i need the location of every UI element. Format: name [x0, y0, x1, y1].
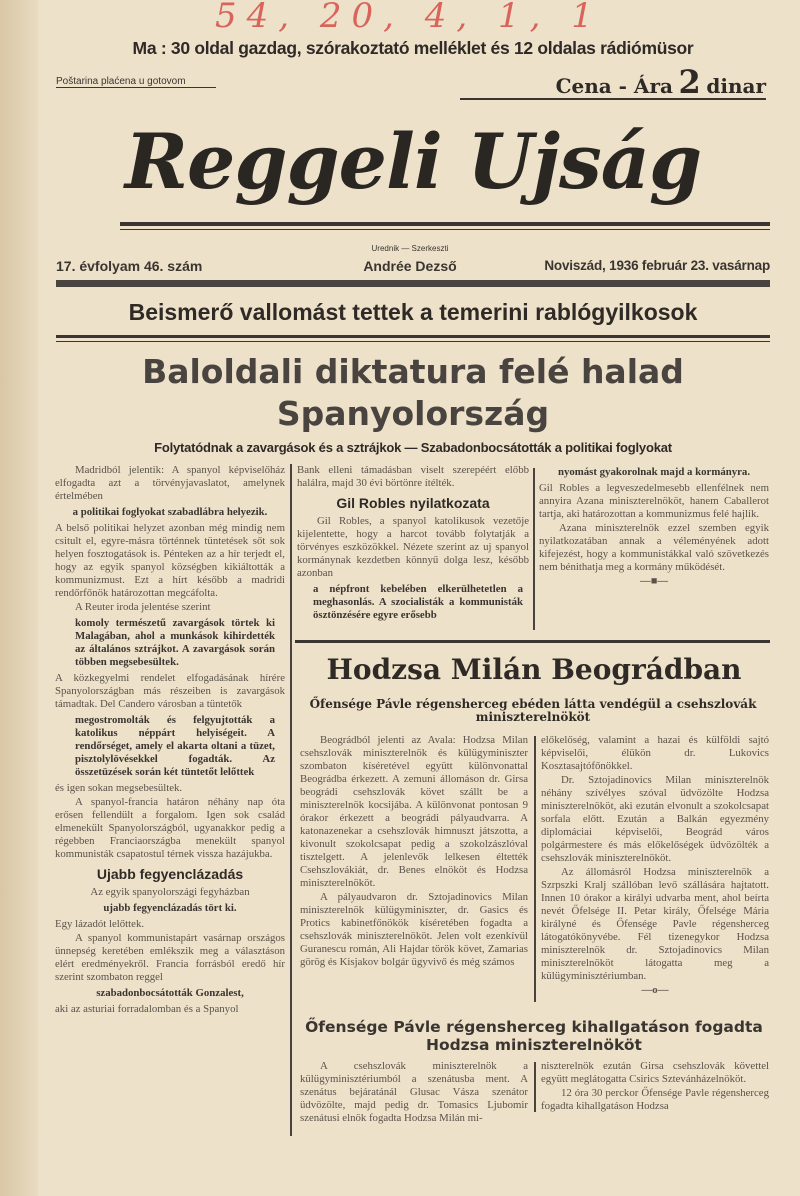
bold-paragraph: nyomást gyakorolnak majd a kormányra. [557, 466, 751, 478]
spain-title: Baloldali diktatura felé halad [142, 352, 684, 391]
paragraph: előkelőség, valamint a hazai és külföldi sajtó képviselői, élükön dr. Lukovics Kosztasajtófőnökkel. [541, 734, 769, 772]
subheading: Ujabb fegyenclázadás [96, 866, 244, 882]
paragraph: Gil Robles, a spanyol katolikusok vezetője kijelentette, hogy a harcot tovább folytatják a törvényes eszközökkel. Nézete szerint az uj spanyol kormánynak kezdetben könnyű dolga lesz, később azonban [297, 515, 529, 579]
paragraph: Gil Robles a legveszedelmesebb ellenfélnek nem annyira Azana miniszterelnököt, hanem Caballerot tartja, aki határozottan a kommunizmus felé hajlik. [539, 482, 769, 520]
audience-column-b [541, 1060, 769, 1114]
price-currency: dinar [706, 74, 766, 98]
end-mark: —o— [641, 984, 669, 996]
paragraph: A belső politikai helyzet azonban még mindig nem csitult el, egyre-másra történnek tüntetések sőt sok helyen fosztogatások is. Pénteken az a hír terjedt el, hogy az egyik spanyol községben kikiáltották a kommunizmust. Ezt a hírt később a madridi rendőrfőnök határozottan megcáfolta. [55, 522, 285, 599]
hodzsa-column-a [300, 734, 528, 970]
paragraph: niszterelnök ezután Girsa csehszlovák követtel együtt meglátogatta Csirics Sztevánházelnököt. [541, 1060, 769, 1085]
paragraph: A Reuter iroda jelentése szerint [75, 601, 211, 613]
spain-subtitle: Folytatódnak a zavargások és a sztrájkok — Szabadonbocsátották a politikai foglyokat [154, 440, 672, 455]
end-mark: —■— [639, 575, 669, 587]
subheading: Gil Robles nyilatkozata [336, 495, 490, 511]
top-banner: Ma : 30 oldal gazdag, szórakoztató melléklet és 12 oldalas rádiómüsor [132, 38, 694, 58]
column-divider [534, 736, 536, 1002]
handwritten-mark: 54, 20, 4, 1, 1 [215, 0, 603, 36]
bold-paragraph: komoly természetű zavargások törtek ki Malagában, ahol a munkások kihirdették az általános sztrájkot. A zavargások során többen megsebesültek. [75, 617, 275, 668]
column-divider [534, 1062, 536, 1112]
hodzsa-column-b [541, 734, 769, 998]
bold-paragraph: a népfront kebelében elkerülhetetlen a meghasonlás. A szocialisták a kommunisták ösztönzésére egyre erősebb [313, 583, 523, 621]
paragraph: A spanyol kommunistapárt vasárnap országos ünnepség keretében emlékszik meg a választáson elért eredményekről. Francia forrásból eredő hír szerint szombaton reggel [55, 932, 285, 983]
column-divider [533, 468, 535, 630]
paragraph: A pályaudvaron dr. Sztojadinovics Milan miniszterelnök külügyminiszter, dr. Gasics és Protics kabinetfőnökök kíséretében fogadta a csehszlovák miniszterelnököt. Jelen volt ezenkívül Guranescu román, Ali Hajdar török követ, Zamarias görög és Kisjakov bolgár ügyvivő és még számos [300, 891, 528, 968]
page-edge [0, 0, 38, 1196]
masthead-title: Reggeli Ujság [124, 117, 702, 206]
paragraph: Azana miniszterelnök ezzel szemben egyik nyilatkozatában annak a véleményének adott kifejezést, hogy a kommunistákkal való szövetkezés nem bénithatja meg a kormány működését. [539, 522, 769, 573]
section-rule [295, 640, 770, 643]
hodzsa-subtitle: Őfensége Pávle régensherceg ebéden látta vendégül a csehszlovák miniszterelnököt [309, 697, 757, 724]
bold-paragraph: szabadonbocsátották Gonzalest, [96, 987, 244, 999]
dateline: Noviszád, 1936 február 23. vasárnap [544, 258, 770, 273]
price-label: Cena - Ára [555, 74, 673, 98]
editor-label: Urednik — Szerkeszti [371, 244, 449, 253]
spain-column-2 [297, 464, 529, 625]
paragraph: Madridból jelentik: A spanyol képviselőház elfogadta azt a törvényjavaslatot, amelynek értelmében [55, 464, 285, 502]
paragraph: Egy lázadót lelőttek. [55, 918, 145, 930]
paragraph: Dr. Sztojadinovics Milan miniszterelnök néhány szívélyes szóval üdvözölte Hodzsa miniszterelnököt, aki ezután elvonult a szokolcsapat sorfala előtt. Ezután a Balkán egyezmény diplomáciai képviselői, Beográd város polgármestere és más előkelőségek üdvözölték a csehszlovák miniszterelnököt. [541, 774, 769, 864]
paragraph: 12 óra 30 perckor Őfensége Pavle régensherceg fogadta kihallgatáson Hodzsa [541, 1087, 769, 1112]
postage-note: Poštarina plaćena u gotovom [56, 76, 216, 88]
headline-rule [56, 335, 770, 338]
paragraph: Az egyik spanyolországi fegyházban [90, 886, 250, 898]
bold-paragraph: a politikai foglyokat szabadlábra helyezik. [72, 506, 268, 518]
paragraph: aki az asturiai forradalomban és a Spanyol [55, 1003, 239, 1015]
paragraph: Beográdból jelenti az Avala: Hodzsa Milan csehszlovák miniszterelnök és külügyminiszter szombaton kíséretével együtt különvonattal Beográdba érkezett. A zemuni állomáson dr. Girsa beográdi csehszlovák követ szállt be a miniszterelnök kocsijába. A különvonat pontosan 9 órakor érkezett a beográdi pályaudvarra. A katonazenekar a csehszlovák himnuszt játszotta, a kivonult szokolcsapat pedig a szokolzászlóval tisztelgett. A jelenlevők lelkesen éltették Csehszlovákiát, dr. Benes elnököt és Hodzsa miniszterelnököt. [300, 734, 528, 889]
hodzsa-title: Hodzsa Milán Beográdban [326, 653, 742, 686]
bold-paragraph: megostromolták és felgyujtották a katolikus néppárt helyiségeit. A rendőrséget, amely el akarta oltani a tüzet, pisztolylövésekkel fogadták. Az összetüzések során két tüntetőt lelőttek [75, 714, 275, 778]
top-headline: Beismerő vallomást tettek a temerini rablógyilkosok [128, 299, 698, 325]
audience-column-a [300, 1060, 528, 1126]
masthead-rule [120, 222, 770, 226]
audience-title: Őfensége Pávle régensherceg kihallgatáson fogadta Hodzsa miniszterelnököt [305, 1018, 763, 1054]
paragraph: A csehszlovák miniszterelnök a külügyminisztériumból a szenátusba ment. A szenátus bejáratánál Glusac Vásza szenátor üdvözölte, majd pedig dr. Tomasics Ljubomir szenátusi elnök fogadta Hodzsa Milán mi- [300, 1060, 528, 1124]
spain-column-3 [539, 466, 769, 589]
spain-title-country: Spanyolország [276, 394, 550, 433]
editor-name: Andrée Dezső [363, 258, 457, 274]
column-divider [290, 464, 292, 1136]
masthead-rule-thin [120, 229, 770, 230]
issue-number: 17. évfolyam 46. szám [56, 258, 203, 274]
paragraph: A közkegyelmi rendelet elfogadásának hírére Spanyolországban más részeiben is zavargások támadtak. Del Candero városban a tüntetők [55, 672, 285, 710]
bold-paragraph: ujabb fegyenclázadás tört ki. [103, 902, 237, 914]
spain-column-1 [55, 464, 285, 1017]
paragraph: Az állomásról Hodzsa miniszterelnök a Szrpszki Kralj szállóban levő szállására hajtatott. Innen 10 órakor a királyi udvarba ment, ahol beírta nevét Őfelsége II. Petar király, Őfelsége Mária királyné és Őfensége Pavle régensherceg látogatókönyvébe. Fél tizenegykor Hodzsa miniszterelnök dr. Sztojadinovics Milan miniszterelnököt látogatta meg a külügyminisztériumban. [541, 866, 769, 982]
price-amount: 2 [678, 63, 701, 101]
headline-rule-thin [56, 341, 770, 342]
header-bar [56, 280, 770, 287]
paragraph: és igen sokan megsebesültek. [55, 782, 183, 794]
paragraph: Bank elleni támadásban viselt szerepéért előbb halálra, majd 30 évi börtönre ítélték. [297, 464, 529, 489]
price [460, 63, 766, 101]
paragraph: A spanyol-francia határon néhány nap óta erősen fellendült a forgalom. Igen sok család elmenekült Spanyolországból, ugyanakkor pedig a régebben Franciaországba menekült spanyol kommunisták csapatostul térnek vissza hazájukba. [55, 796, 285, 860]
